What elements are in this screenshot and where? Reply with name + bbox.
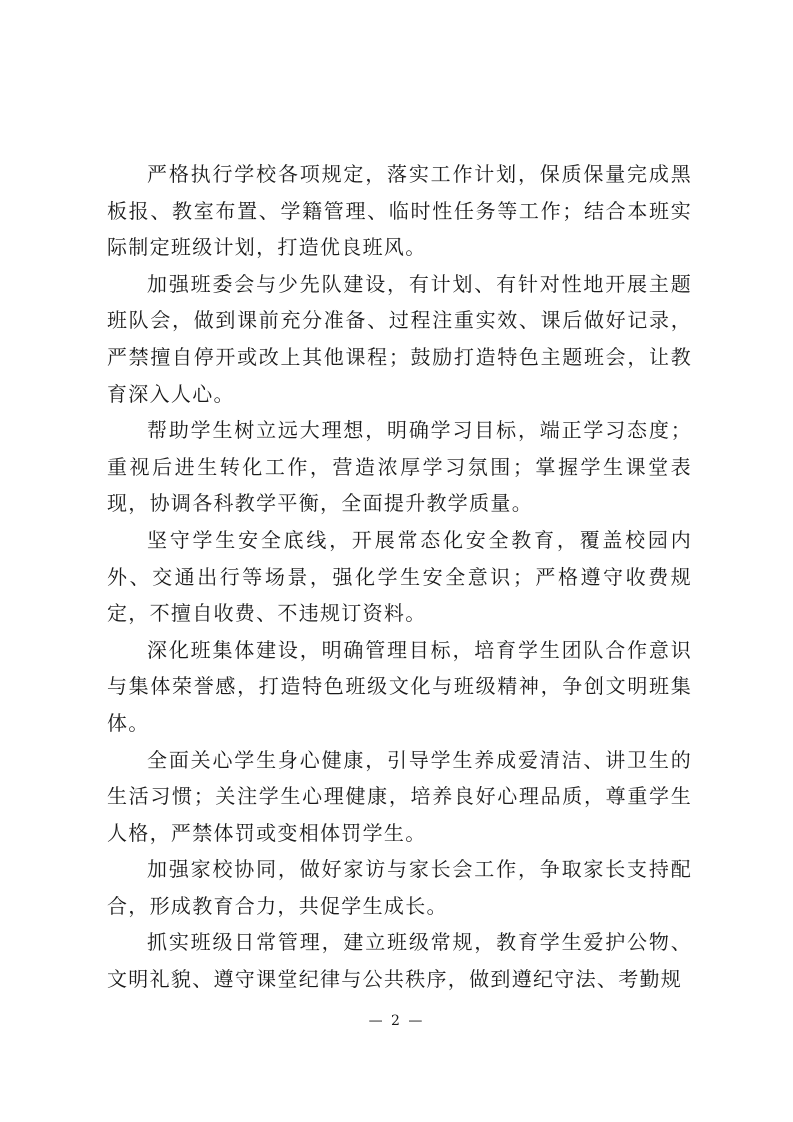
paragraph: 帮助学生树立远大理想，明确学习目标，端正学习态度；重视后进生转化工作，营造浓厚学习氛围；掌握学生课堂表现，协调各科教学平衡，全面提升教学质量。 [107, 418, 692, 516]
paragraph: 深化班集体建设，明确管理目标，培育学生团队合作意识与集体荣誉感，打造特色班级文化与班级精神，争创文明班集体。 [107, 637, 692, 735]
paragraph: 严格执行学校各项规定，落实工作计划，保质保量完成黑板报、教室布置、学籍管理、临时性任务等工作；结合本班实际制定班级计划，打造优良班风。 [107, 162, 692, 260]
paragraph: 抓实班级日常管理，建立班级常规，教育学生爱护公物、文明礼貌、遵守课堂纪律与公共秩序，做到遵纪守法、考勤规 [107, 930, 692, 992]
paragraph: 加强家校协同，做好家访与家长会工作，争取家长支持配合，形成教育合力，共促学生成长。 [107, 857, 692, 918]
page-number: — 2 — [368, 1013, 425, 1029]
document-body [107, 156, 692, 998]
paragraph: 全面关心学生身心健康，引导学生养成爱清洁、讲卫生的生活习惯；关注学生心理健康，培养良好心理品质，尊重学生人格，严禁体罚或变相体罚学生。 [107, 747, 692, 845]
paragraph: 坚守学生安全底线，开展常态化安全教育，覆盖校园内外、交通出行等场景，强化学生安全意识；严格遵守收费规定，不擅自收费、不违规订资料。 [107, 527, 692, 626]
paragraph: 加强班委会与少先队建设，有计划、有针对性地开展主题班队会，做到课前充分准备、过程注重实效、课后做好记录，严禁擅自停开或改上其他课程；鼓励打造特色主题班会，让教育深入人心。 [107, 271, 692, 406]
